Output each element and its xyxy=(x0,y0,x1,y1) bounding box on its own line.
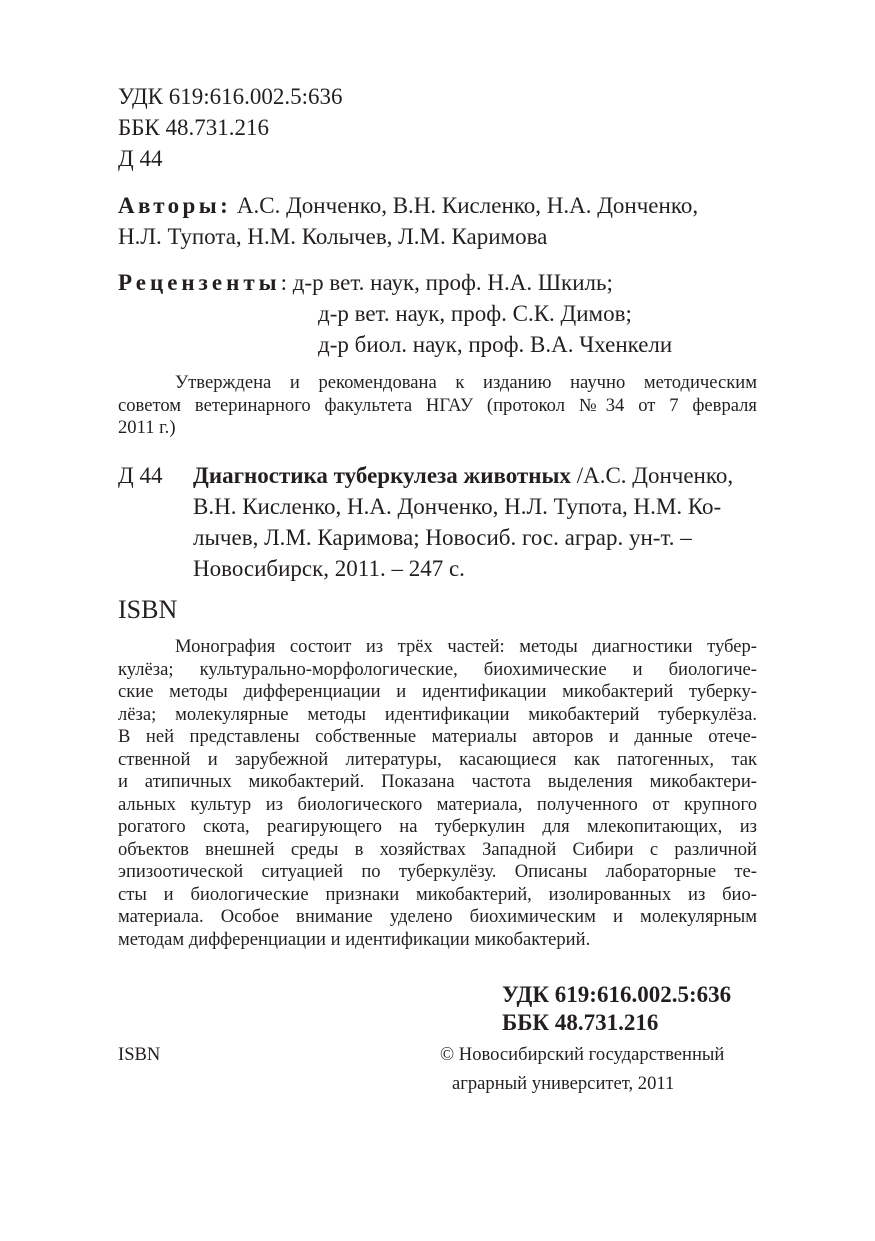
citation-line-1 xyxy=(193,461,733,491)
author-mark: Д 44 xyxy=(118,146,163,171)
isbn-footer: ISBN xyxy=(118,1044,161,1065)
authors-line-2: Н.Л. Тупота, Н.М. Колычев, Л.М. Каримова xyxy=(118,224,548,249)
approval-text xyxy=(118,372,757,440)
abstract-line: кулёза; культурально-морфологические, биохимические и биологиче- xyxy=(118,658,757,680)
approval-line-1: Утверждена и рекомендована к изданию научно методическим xyxy=(175,372,757,393)
udc-code: УДК 619:616.002.5:636 xyxy=(118,84,343,109)
isbn-heading: ISBN xyxy=(118,595,178,624)
citation-line-2: В.Н. Кисленко, Н.А. Донченко, Н.Л. Тупота, Н.М. Ко- xyxy=(193,494,722,519)
copyright-line-2: аграрный университет, 2011 xyxy=(452,1073,675,1094)
abstract-line: ские методы дифференциации и идентификации микобактерий туберку- xyxy=(118,681,757,702)
abstract-line: ственной и зарубежной литературы, касающиеся как патогенных, так xyxy=(118,748,757,770)
authors-names-1: А.С. Донченко, В.Н. Кисленко, Н.А. Донченко, xyxy=(231,193,699,218)
abstract-line: В ней представлены собственные материалы авторов и данные отече- xyxy=(118,726,757,747)
reviewers-label: Рецензенты xyxy=(118,270,281,295)
authors-line-1 xyxy=(118,191,698,221)
abstract-line: и атипичных микобактерий. Показана частота выделения микобактери- xyxy=(118,771,757,792)
abstract-line: методам дифференциации и идентификации микобактерий. xyxy=(118,928,591,950)
abstract-line: лёза; молекулярные методы идентификации микобактерий туберкулёза. xyxy=(118,703,757,725)
abstract-line: объектов внешней среды в хозяйствах Западной Сибири с различной xyxy=(118,838,757,860)
approval-line-2: советом ветеринарного факультета НГАУ (протокол №34 от 7 февраля xyxy=(118,394,757,416)
reviewers-colon: : xyxy=(280,270,288,295)
approval-line-3: 2011 г.) xyxy=(118,417,176,438)
reviewer-1: д-р вет. наук, проф. Н.А. Шкиль; xyxy=(287,270,613,295)
abstract-line: альных культур из биологического материала, полученного от крупного xyxy=(118,793,757,815)
abstract xyxy=(118,636,757,951)
bbk-bold: ББК 48.731.216 xyxy=(502,1010,659,1035)
abstract-line: материала. Особое внимание уделено биохимическим и молекулярным xyxy=(118,906,757,927)
udc-bold: УДК 619:616.002.5:636 xyxy=(502,982,732,1007)
abstract-line: эпизоотической ситуацией по туберкулёзу. Описаны лабораторные те- xyxy=(118,861,757,882)
authors-label: Авторы: xyxy=(118,193,232,218)
reviewers-line-1 xyxy=(118,268,613,298)
citation-line-4: Новосибирск, 2011. – 247 с. xyxy=(193,556,465,581)
reviewer-3: д-р биол. наук, проф. В.А. Чхенкели xyxy=(318,332,673,357)
citation-code: Д 44 xyxy=(118,463,163,488)
book-title: Диагностика туберкулеза животных xyxy=(193,463,571,488)
reviewer-2: д-р вет. наук, проф. С.К. Димов; xyxy=(318,301,632,326)
copyright-line-1: © Новосибирский государственный xyxy=(440,1044,725,1065)
citation-line-3: лычев, Л.М. Каримова; Новосиб. гос. аграр. ун-т. – xyxy=(193,525,692,550)
citation-authors-start: /А.С. Донченко, xyxy=(570,463,734,488)
bbk-code: ББК 48.731.216 xyxy=(118,115,270,140)
abstract-line: сты и биологические признаки микобактерий, изолированных из био- xyxy=(118,883,757,905)
abstract-line: Монография состоит из трёх частей: методы диагностики тубер- xyxy=(175,636,757,657)
abstract-line: рогатого скота, реагирующего на туберкулин для млекопитающих, из xyxy=(118,816,757,837)
